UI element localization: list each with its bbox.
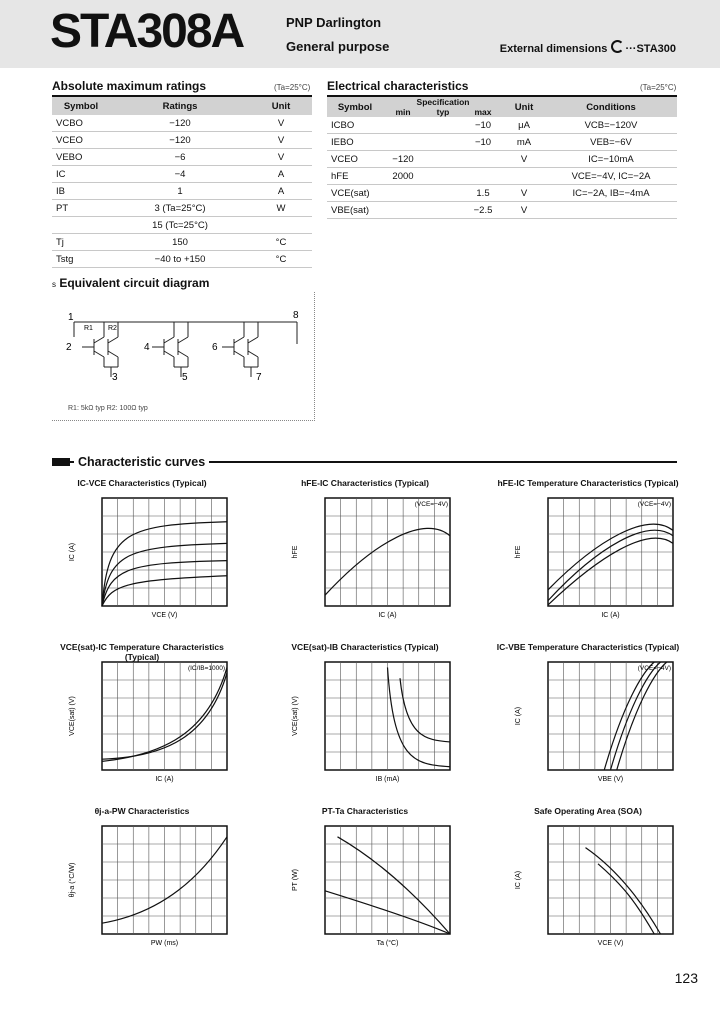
- x-axis-label: IC (A): [601, 612, 620, 619]
- row-unit: V: [250, 149, 312, 166]
- bullet-icon: s: [52, 280, 56, 289]
- circuit-title: [52, 276, 209, 290]
- row-rating: 1: [110, 183, 250, 200]
- abs-row: [52, 115, 312, 132]
- abs-max-title: Absolute maximum ratings: [52, 79, 207, 93]
- row-max: 1.5: [463, 185, 503, 202]
- row-unit: W: [250, 200, 312, 217]
- chart-note: (IC/IB=1000): [187, 665, 225, 672]
- chart-title: IC-VBE Temperature Characteristics (Typical): [496, 642, 680, 652]
- y-axis-label: IC (A): [515, 706, 522, 726]
- col-unit: Unit: [250, 97, 312, 115]
- x-axis-label: IB (mA): [375, 776, 400, 783]
- circuit-diagram: [52, 292, 314, 420]
- row-min: −120: [383, 151, 423, 168]
- chart-title: θj-a-PW Characteristics: [94, 806, 190, 816]
- abs-max-note: (Ta=25°C): [274, 83, 311, 92]
- row-max: [463, 151, 503, 168]
- chart-note: (VCE=−4V): [637, 665, 671, 672]
- row-rating: 150: [110, 234, 250, 251]
- row-conditions: [545, 202, 677, 219]
- row-rating: −4: [110, 166, 250, 183]
- page-number: 123: [674, 970, 698, 986]
- darlington-stage: [222, 322, 258, 377]
- row-conditions: VEB=−6V: [545, 134, 677, 151]
- row-symbol: IB: [52, 183, 110, 200]
- x-axis-label: IC (A): [378, 612, 397, 619]
- chart-panel: [285, 818, 465, 948]
- y-axis-label: hFE: [515, 545, 522, 559]
- col-typ: typ: [423, 107, 463, 117]
- row-unit: V: [250, 132, 312, 149]
- row-unit: V: [503, 151, 545, 168]
- abs-row: [52, 166, 312, 183]
- pin-5: 5: [182, 372, 188, 383]
- chart-panel: [62, 490, 242, 620]
- y-axis-label: θj-a (°C/W): [69, 862, 76, 898]
- external-dimensions: [500, 40, 676, 55]
- row-symbol: ICBO: [327, 117, 383, 134]
- row-symbol: IC: [52, 166, 110, 183]
- chart-panel: [508, 654, 688, 784]
- row-min: [383, 134, 423, 151]
- pin-1: 1: [68, 312, 74, 323]
- row-min: [383, 117, 423, 134]
- col-min: min: [383, 107, 423, 117]
- col-max: max: [463, 107, 503, 117]
- elec-row: [327, 168, 677, 185]
- row-typ: [423, 168, 463, 185]
- pin-4: 4: [144, 342, 150, 353]
- row-typ: [423, 185, 463, 202]
- elec-row: [327, 117, 677, 134]
- y-axis-label: IC (A): [515, 870, 522, 890]
- abs-row: [52, 251, 312, 268]
- chart-note: (VCE=−4V): [414, 501, 448, 508]
- chart-title: PT-Ta Characteristics: [321, 806, 409, 816]
- pin-7: 7: [256, 372, 262, 383]
- col-symbol: Symbol: [52, 97, 110, 115]
- row-symbol: VCEO: [52, 132, 110, 149]
- chart-panel: [508, 818, 688, 948]
- x-axis-label: VCE (V): [151, 612, 178, 619]
- chart-panel: [62, 818, 242, 948]
- y-axis-label: hFE: [292, 545, 299, 559]
- chart-panel: [508, 490, 688, 620]
- row-unit: μA: [503, 117, 545, 134]
- pin-8: 8: [293, 310, 299, 321]
- abs-row: [52, 132, 312, 149]
- row-symbol: VCBO: [52, 115, 110, 132]
- row-unit: A: [250, 183, 312, 200]
- x-axis-label: VCE (V): [597, 940, 624, 947]
- chart-title: hFE-IC Characteristics (Typical): [301, 478, 429, 488]
- col-unit: Unit: [503, 97, 545, 117]
- row-unit: A: [250, 166, 312, 183]
- row-max: −10: [463, 117, 503, 134]
- part-number: STA308A: [50, 5, 244, 58]
- c-circle-icon: [611, 40, 624, 53]
- chart-panel: [285, 490, 465, 620]
- row-max: −2.5: [463, 202, 503, 219]
- x-axis-label: IC (A): [155, 776, 174, 783]
- curves-rule-left: [52, 458, 70, 466]
- elec-row: [327, 185, 677, 202]
- row-conditions: IC=−10mA: [545, 151, 677, 168]
- r2-label: R2: [108, 325, 117, 332]
- row-typ: [423, 117, 463, 134]
- chart-title: Safe Operating Area (SOA): [534, 806, 642, 816]
- row-typ: [423, 151, 463, 168]
- row-unit: V: [503, 202, 545, 219]
- row-rating: −120: [110, 132, 250, 149]
- device-type: PNP Darlington: [286, 15, 382, 30]
- row-symbol: Tstg: [52, 251, 110, 268]
- curve-line: [400, 678, 450, 742]
- row-typ: [423, 134, 463, 151]
- curves-title: Characteristic curves: [74, 455, 209, 469]
- row-symbol: IEBO: [327, 134, 383, 151]
- chart-note: (VCE=−4V): [637, 501, 671, 508]
- abs-row: [52, 217, 312, 234]
- row-rating: −6: [110, 149, 250, 166]
- device-purpose: General purpose: [286, 39, 390, 54]
- col-ratings: Ratings: [110, 97, 250, 115]
- x-axis-label: PW (ms): [150, 940, 179, 947]
- row-max: −10: [463, 134, 503, 151]
- r1-label: R1: [84, 325, 93, 332]
- y-axis-label: PT (W): [292, 868, 299, 892]
- abs-row: [52, 149, 312, 166]
- y-axis-label: VCE(sat) (V): [292, 696, 299, 736]
- ext-code: STA300: [636, 43, 676, 55]
- pin-6: 6: [212, 342, 218, 353]
- circuit-note: R1: 5kΩ typ R2: 100Ω typ: [68, 405, 148, 412]
- row-unit: °C: [250, 234, 312, 251]
- curve-line: [338, 837, 451, 934]
- col-spec: Specification: [383, 97, 503, 107]
- y-axis-label: IC (A): [69, 542, 76, 562]
- row-unit: mA: [503, 134, 545, 151]
- chart-panel: [62, 654, 242, 784]
- chart-panel: [285, 654, 465, 784]
- y-axis-label: VCE(sat) (V): [69, 696, 76, 736]
- abs-row: [52, 200, 312, 217]
- elec-title: Electrical characteristics: [327, 79, 469, 93]
- row-symbol: VBE(sat): [327, 202, 383, 219]
- elec-table: [327, 97, 677, 219]
- row-conditions: VCB=−120V: [545, 117, 677, 134]
- abs-max-table: [52, 97, 312, 268]
- circuit-box: [52, 292, 315, 421]
- x-axis-label: Ta (°C): [376, 940, 399, 947]
- chart-title: IC-VCE Characteristics (Typical): [77, 478, 207, 488]
- pin-3: 3: [112, 372, 118, 383]
- darlington-stage: [152, 322, 188, 377]
- ext-arrow: ···: [625, 43, 637, 55]
- row-unit: V: [250, 115, 312, 132]
- row-symbol: VEBO: [52, 149, 110, 166]
- row-symbol: [52, 217, 110, 234]
- header-band: [0, 0, 720, 68]
- chart-title: VCE(sat)-IB Characteristics (Typical): [291, 642, 439, 652]
- col-conditions: Conditions: [545, 97, 677, 117]
- abs-row: [52, 183, 312, 200]
- curve-line: [586, 848, 661, 934]
- elec-row: [327, 134, 677, 151]
- row-typ: [423, 202, 463, 219]
- row-unit: °C: [250, 251, 312, 268]
- row-rating: 3 (Ta=25°C): [110, 200, 250, 217]
- ext-dim-label: External dimensions: [499, 43, 608, 55]
- chart-title: VCE(sat)-IC Temperature Characteristics (Typical): [60, 642, 224, 662]
- row-max: [463, 168, 503, 185]
- row-min: 2000: [383, 168, 423, 185]
- pin-2: 2: [66, 342, 72, 353]
- row-rating: 15 (Tc=25°C): [110, 217, 250, 234]
- col-symbol: Symbol: [327, 97, 383, 117]
- chart-title: hFE-IC Temperature Characteristics (Typical): [497, 478, 679, 488]
- row-symbol: VCEO: [327, 151, 383, 168]
- row-rating: −40 to +150: [110, 251, 250, 268]
- row-symbol: hFE: [327, 168, 383, 185]
- row-unit: [250, 217, 312, 234]
- row-rating: −120: [110, 115, 250, 132]
- row-symbol: VCE(sat): [327, 185, 383, 202]
- row-min: [383, 202, 423, 219]
- x-axis-label: VBE (V): [597, 776, 624, 783]
- elec-row: [327, 202, 677, 219]
- circuit-title-text: Equivalent circuit diagram: [59, 276, 210, 290]
- elec-note: (Ta=25°C): [640, 83, 677, 92]
- row-symbol: Tj: [52, 234, 110, 251]
- row-conditions: IC=−2A, IB=−4mA: [545, 185, 677, 202]
- row-conditions: VCE=−4V, IC=−2A: [545, 168, 677, 185]
- row-unit: [503, 168, 545, 185]
- row-symbol: PT: [52, 200, 110, 217]
- row-unit: V: [503, 185, 545, 202]
- row-min: [383, 185, 423, 202]
- abs-row: [52, 234, 312, 251]
- elec-row: [327, 151, 677, 168]
